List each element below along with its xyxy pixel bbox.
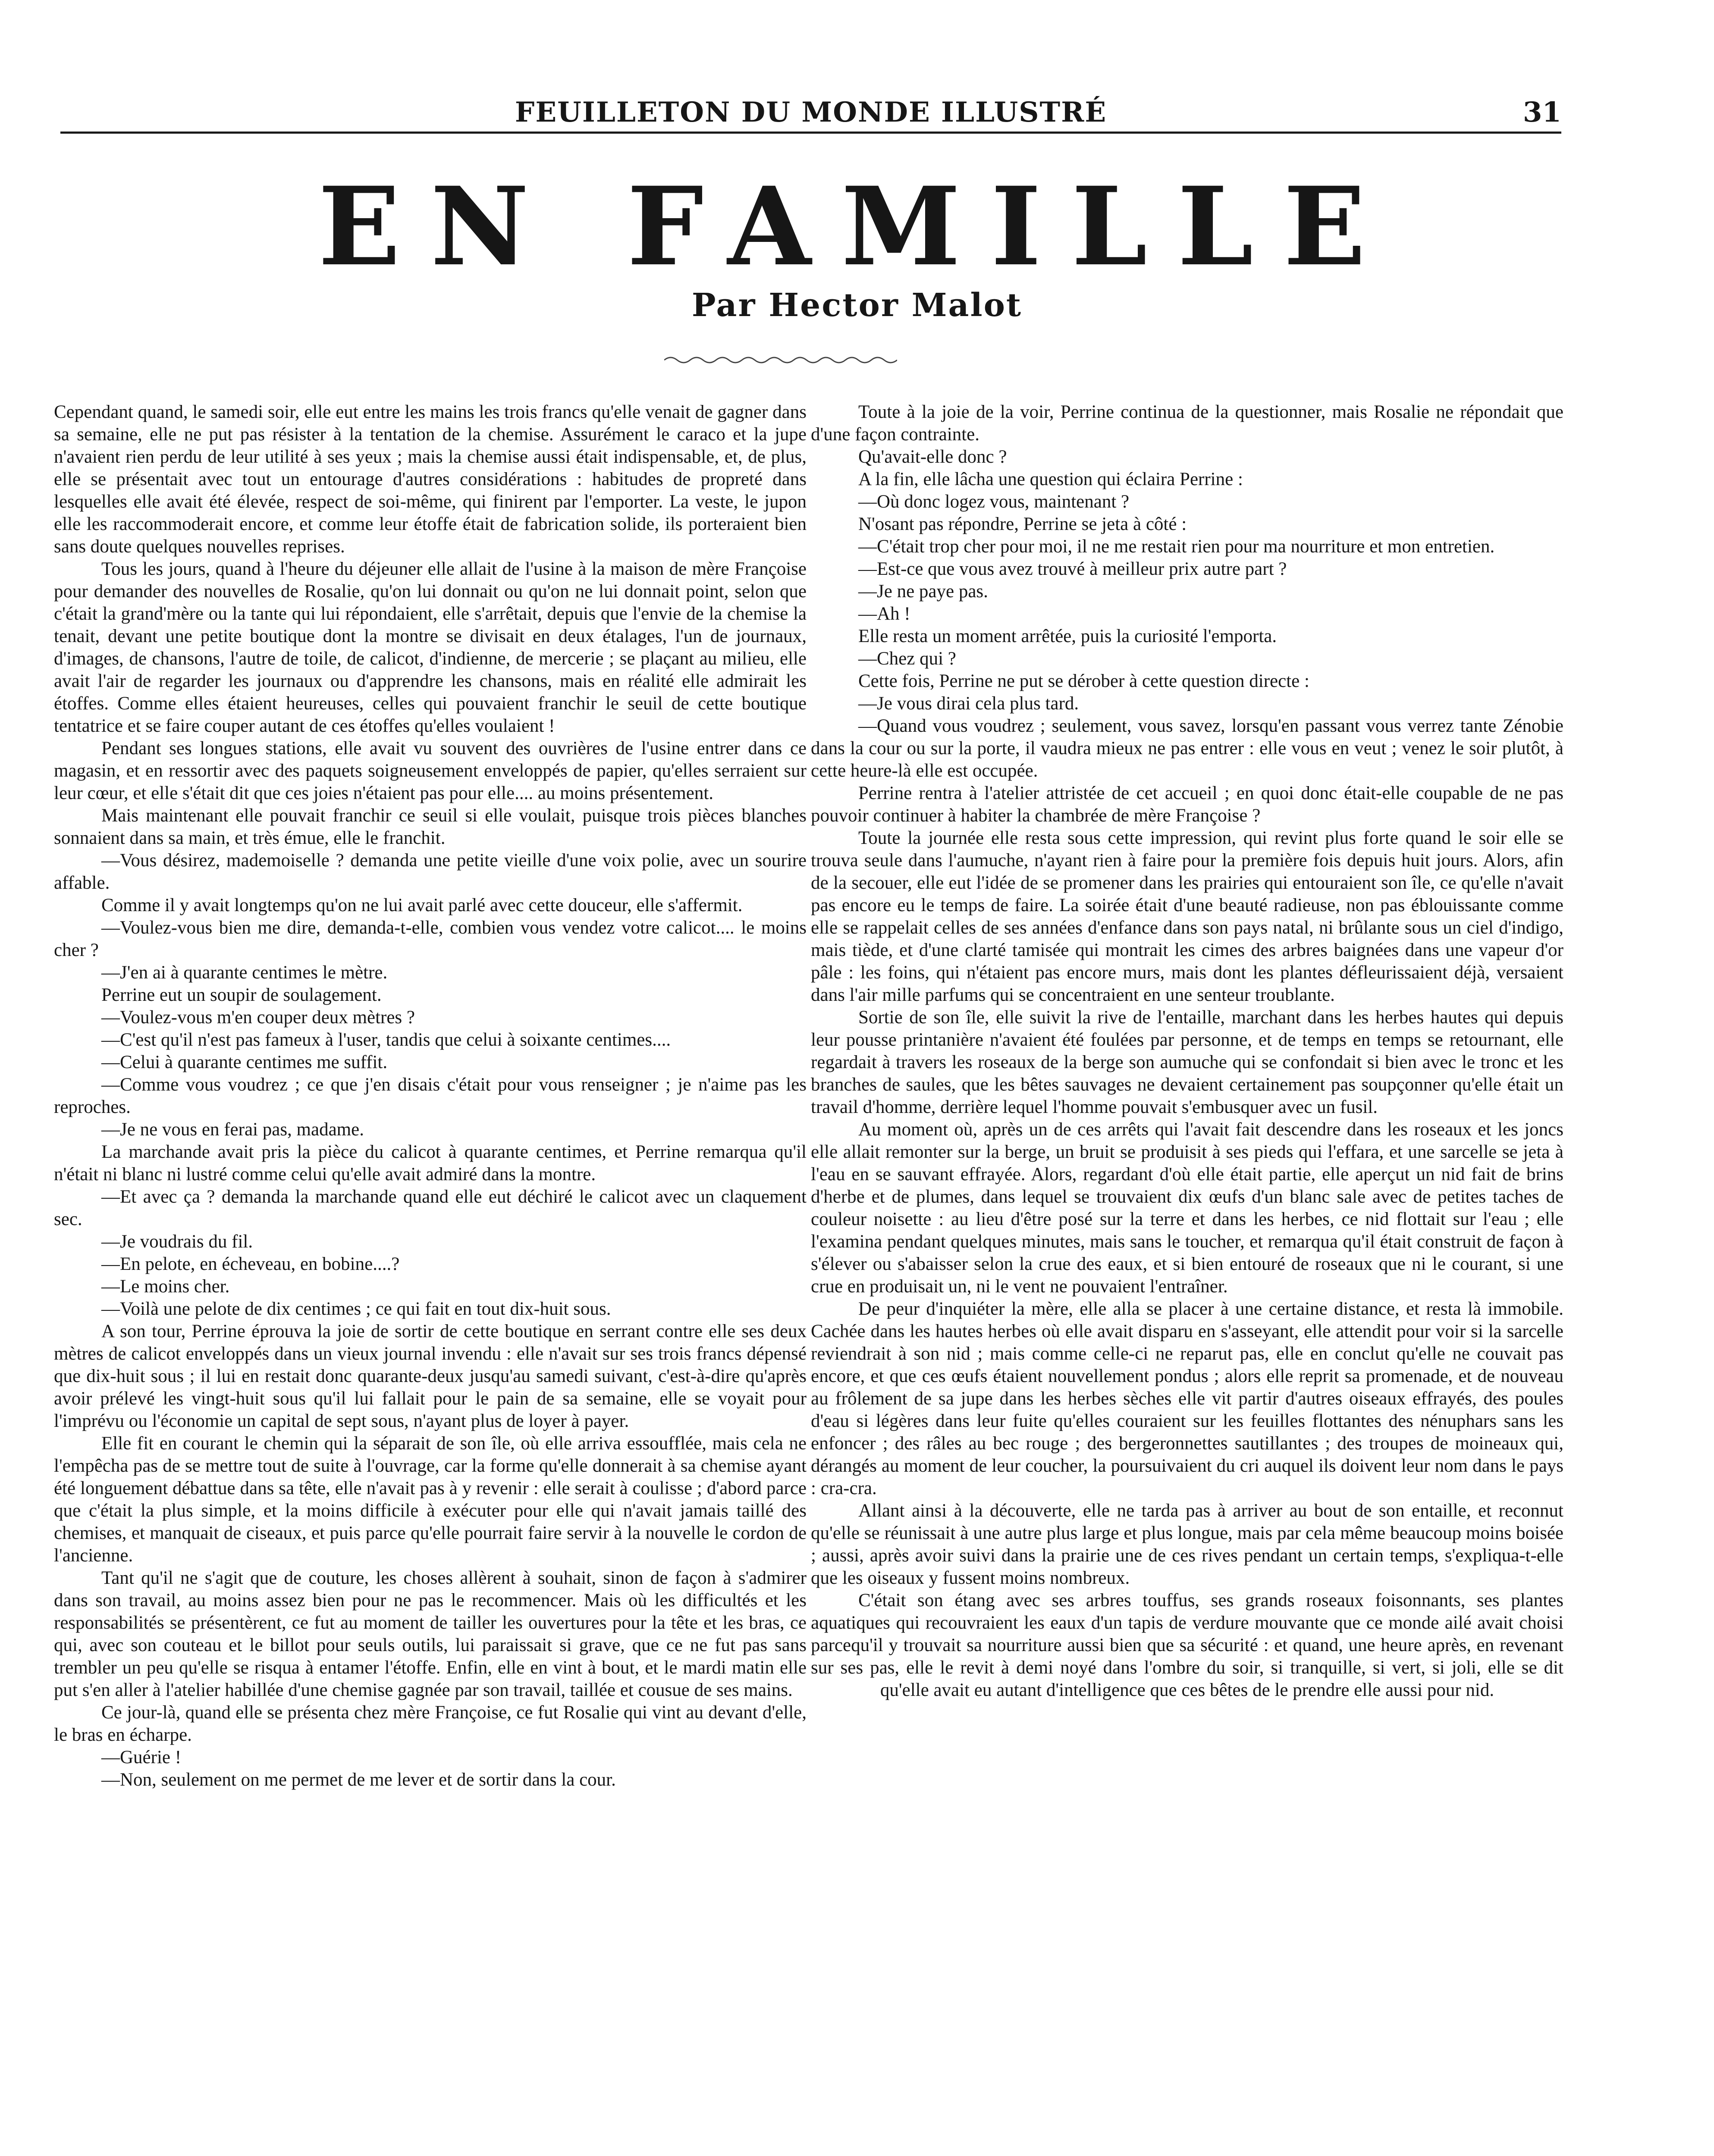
paragraph: —C'est qu'il n'est pas fameux à l'user, tandis que celui à soixante centimes.... [101,1030,671,1050]
page-number: 31 [1523,96,1561,128]
paragraph: —Ah ! [858,604,910,624]
paragraph: De peur d'inquiéter la mère, elle alla se placer à une certaine distance, et resta là immobile. Cachée dans les hautes herbes où elle avait disparu en s'asseyant, elle attendit pour voir si la sarcelle reviendrait à son nid ; mais comme celle-ci ne reparut pas, elle en conclut qu'elle ne couvait pas encore, et que ces œufs étaient nouvellement pondus ; alors elle reprit sa promenade, et de nouveau au frôlement de sa jupe dans les herbes sèches elle vit partir d'autres oiseaux effrayés, des poules d'eau si légères dans leur fuite qu'elles couraient sur les feuilles flottantes des nénuphars sans les enfoncer ; des râles au bec rouge ; des bergeronnettes sautillantes ; des troupes de moineaux qui, dérangés au moment de leur coucher, la poursuivaient du cri auquel ils doivent leur nom dans le pays : cra-cra. [811,1299,1563,1498]
paragraph: —Je voudrais du fil. [101,1232,253,1252]
paragraph: —Voilà une pelote de dix centimes ; ce qui fait en tout dix-huit sous. [101,1299,611,1319]
paragraph: Au moment où, après un de ces arrêts qui l'avait fait descendre dans les roseaux et les joncs elle allait remonter sur la berge, un bruit se produisit à ses pieds qui l'effara, et une sarcelle se jeta à l'eau en se sauvant effrayée. Alors, regardant d'où elle était partie, elle aperçut un nid fait de brins d'herbe et de plumes, dans lequel se trouvaient dix œufs d'un blanc sale avec de petites taches de couleur noisette : au lieu d'être posé sur la terre et dans les herbes, ce nid flottait sur l'eau ; elle l'examina pendant quelques minutes, mais sans le toucher, et remarqua qu'il était construit de façon à s'élever ou s'abaisser selon la crue des eaux, et si bien entouré de roseaux que ni le courant, si une crue en produisait un, ni le vent ne pouvaient l'entraîner. [811,1119,1563,1297]
paragraph: —Non, seulement on me permet de me lever et de sortir dans la cour. [101,1770,616,1790]
paragraph: Pendant ses longues stations, elle avait vu souvent des ouvrières de l'usine entrer dans ce magasin, et en ressortir avec des paquets soigneusement enveloppés de papier, qu'elles serraient sur leur cœur, et elle s'était dit que ces joies n'étaient pas pour elle.... au moins présentement. [54,738,807,803]
paragraph: Toute la journée elle resta sous cette impression, qui revint plus forte quand le soir elle se trouva seule dans l'aumuche, n'ayant rien à faire pour la première fois depuis huit jours. Alors, afin de la secouer, elle eut l'idée de se promener dans les prairies qui entouraient son île, ce qu'elle n'avait pas encore eu le temps de faire. La soirée était d'une beauté radieuse, non pas éblouissante comme elle se rappelait celles de ses années d'enfance dans son pays natal, ni brûlante sous un ciel d'indigo, mais tiède, et d'une clarté tamisée qui montrait les cimes des arbres baignées dans une vapeur d'or pâle : les foins, qui n'étaient pas encore murs, mais dont les plantes défleurissaient déjà, versaient dans l'air mille parfums qui se concentraient en une senteur troublante. [811,828,1563,1005]
paragraph: A la fin, elle lâcha une question qui éclaira Perrine : [858,469,1243,489]
paragraph: Toute à la joie de la voir, Perrine continua de la questionner, mais Rosalie ne répondait que d'une façon contrainte. [811,402,1563,445]
paragraph: Tant qu'il ne s'agit que de couture, les choses allèrent à souhait, sinon de façon à s'admirer dans son travail, au moins assez bien pour ne pas le recommencer. Mais où les difficultés et les responsabilités se présentèrent, ce fut au moment de tailler les ouvertures pour la tête et les bras, ce qui, avec son couteau et le billot pour seuls outils, lui paraissait si grave, que ce ne fut pas sans trembler un peu qu'elle se risqua à entamer l'étoffe. Enfin, elle en vint à bout, et le mardi matin elle put s'en aller à l'atelier habillée d'une chemise gagnée par son travail, taillée et cousue de ses mains. [54,1568,807,1700]
paragraph: Tous les jours, quand à l'heure du déjeuner elle allait de l'usine à la maison de mère Françoise pour demander des nouvelles de Rosalie, qu'on lui donnait ou qu'on ne lui donnait point, selon que c'était la grand'mère ou la tante qui lui répondaient, elle s'arrêtait, depuis que l'envie de la chemise la tenait, devant une petite boutique dont la montre se divisait en deux étalages, l'un de journaux, d'images, de chansons, l'autre de toile, de calicot, d'indienne, de mercerie ; se plaçant au milieu, elle avait l'air de regarder les journaux ou d'apprendre les chansons, mais en réalité elle admirait les étoffes. Comme elles étaient heureuses, celles qui pouvaient franchir le seuil de cette boutique tentatrice et se faire couper autant de ces étoffes qu'elles voulaient ! [54,559,807,736]
paragraph: —Voulez-vous m'en couper deux mètres ? [101,1007,415,1028]
paragraph: —Le moins cher. [101,1276,230,1297]
paragraph: Qu'avait-elle donc ? [858,447,1007,467]
page-header [60,88,1561,134]
paragraph: Perrine eut un soupir de soulagement. [101,985,382,1005]
paragraph: A son tour, Perrine éprouva la joie de sortir de cette boutique en serrant contre elle ses deux mètres de calicot enveloppés dans un vieux journal invendu : elle n'avait sur ses trois francs dépensé que dix-huit sous ; il lui en restait donc quarante-deux jusqu'au samedi suivant, c'est-à-dire qu'après avoir prélevé les vingt-huit sous qu'il lui fallait pour le pain de sa semaine, elle se voyait pour l'imprévu ou l'économie un capital de sept sous, n'ayant plus de loyer à payer. [54,1321,807,1431]
paragraph: —Celui à quarante centimes me suffit. [101,1052,388,1072]
paragraph: Elle fit en courant le chemin qui la séparait de son île, où elle arriva essoufflée, mais cela ne l'empêcha pas de se mettre tout de suite à l'ouvrage, car la forme qu'elle donnerait à sa chemise ayant été longuement débattue dans sa tête, elle n'avait pas à y revenir : elle serait à coulisse ; d'abord parce que c'était la plus simple, et la moins difficile à exécuter pour elle qui n'avait jamais taillé des chemises, et manquait de ciseaux, et puis parce qu'elle pourrait faire servir à la nouvelle le cordon de l'ancienne. [54,1433,807,1566]
paragraph: —J'en ai à quarante centimes le mètre. [101,962,388,983]
paragraph: Cette fois, Perrine ne put se dérober à cette question directe : [858,671,1309,691]
article-title: EN FAMILLE [318,163,1396,290]
paragraph: —Comme vous voudrez ; ce que j'en disais c'était pour vous renseigner ; je n'aime pas les reproches. [54,1075,807,1117]
paragraph: —Je ne paye pas. [858,581,988,602]
paragraph: —Guérie ! [101,1747,182,1767]
paragraph: —Je ne vous en ferai pas, madame. [101,1119,364,1140]
paragraph: —C'était trop cher pour moi, il ne me restait rien pour ma nourriture et mon entretien. [858,536,1495,557]
paragraph: Sortie de son île, elle suivit la rive de l'entaille, marchant dans les herbes hautes qui depuis leur pousse printanière n'avaient été foulées par personne, et de temps en temps se retournant, elle regardait à travers les roseaux de la berge son aumuche qui se confondait si bien avec le tronc et les branches de saules, que les bêtes sauvages ne devaient certainement pas soupçonner qu'elle était un travail d'homme, derrière lequel l'homme pouvait s'embusquer avec un fusil. [811,1007,1563,1117]
running-title: FEUILLETON DU MONDE ILLUSTRÉ [515,96,1107,128]
paragraph: N'osant pas répondre, Perrine se jeta à côté : [858,514,1187,534]
paragraph: Perrine rentra à l'atelier attristée de cet accueil ; en quoi donc était-elle coupable de ne pas pouvoir continuer à habiter la chambrée de mère Françoise ? [811,783,1563,826]
paragraph: Elle resta un moment arrêtée, puis la curiosité l'emporta. [858,626,1277,646]
paragraph: —Je vous dirai cela plus tard. [858,693,1079,714]
paragraph: C'était son étang avec ses arbres touffus, ses grands roseaux foisonnants, ses plantes aquatiques qui recouvraient les eaux d'un tapis de verdure mouvante que ce monde ailé avait choisi parcequ'il y trouvait sa nourriture aussi bien que sa sécurité : et quand, une heure après, en revenant sur ses pas, elle le revit à demi noyé dans l'ombre du soir, si tranquille, si vert, si joli, elle se dit qu'elle avait eu autant d'intelligence que ces bêtes de le prendre elle aussi pour nid. [811,1590,1563,1700]
paragraph: —Et avec ça ? demanda la marchande quand elle eut déchiré le calicot avec un claquement sec. [54,1187,807,1229]
paragraph: —Est-ce que vous avez trouvé à meilleur prix autre part ? [858,559,1287,579]
paragraph: —En pelote, en écheveau, en bobine....? [101,1254,400,1274]
paragraph: —Où donc logez vous, maintenant ? [858,492,1130,512]
paragraph: Mais maintenant elle pouvait franchir ce seuil si elle voulait, puisque trois pièces blanches sonnaient dans sa main, et très émue, elle le franchit. [54,805,807,848]
author-byline: Par Hector Malot [691,287,1023,324]
paragraph: —Chez qui ? [858,649,956,669]
paragraph: —Vous désirez, mademoiselle ? demanda une petite vieille d'une voix polie, avec un sourire affable. [54,850,807,893]
paragraph: Ce jour-là, quand elle se présenta chez mère Françoise, ce fut Rosalie qui vint au devant d'elle, le bras en écharpe. [54,1702,807,1745]
paragraph: Cependant quand, le samedi soir, elle eut entre les mains les trois francs qu'elle venait de gagner dans sa semaine, elle ne put pas résister à la tentation de la chemise. Assurément le caraco et la jupe n'avaient rien perdu de leur utilité à ses yeux ; mais la chemise aussi était indispensable, et, de plus, elle se présentait avec tout un entourage d'autres considérations : habitudes de propreté dans lesquelles elle avait été élevée, respect de soi-même, qui finirent par l'emporter. La veste, le jupon elle les raccommoderait encore, et comme leur étoffe était de fabrication solide, ils porteraient bien sans doute quelques nouvelles reprises. [54,402,807,557]
paragraph: Comme il y avait longtemps qu'on ne lui avait parlé avec cette douceur, elle s'affermit. [101,895,743,915]
left-column [54,401,807,1791]
paragraph: —Voulez-vous bien me dire, demanda-t-elle, combien vous vendez votre calicot.... le moins cher ? [54,918,807,960]
decorative-ornament [664,351,897,369]
paragraph: Allant ainsi à la découverte, elle ne tarda pas à arriver au bout de son entaille, et reconnut qu'elle se réunissait à une autre plus large et plus longue, mais par cela même beaucoup moins boisée ; aussi, après avoir suivi dans la prairie une de ces rives pendant un certain temps, s'expliqua-t-elle que les oiseaux y fussent moins nombreux. [811,1501,1563,1588]
right-column [811,401,1563,1702]
paragraph: —Quand vous voudrez ; seulement, vous savez, lorsqu'en passant vous verrez tante Zénobie dans la cour ou sur la porte, il vaudra mieux ne pas entrer : elle vous en veut ; venez le soir plutôt, à cette heure-là elle est occupée. [811,716,1563,781]
paragraph: La marchande avait pris la pièce du calicot à quarante centimes, et Perrine remarqua qu'il n'était ni blanc ni lustré comme celui qu'elle avait admiré dans la montre. [54,1142,807,1185]
